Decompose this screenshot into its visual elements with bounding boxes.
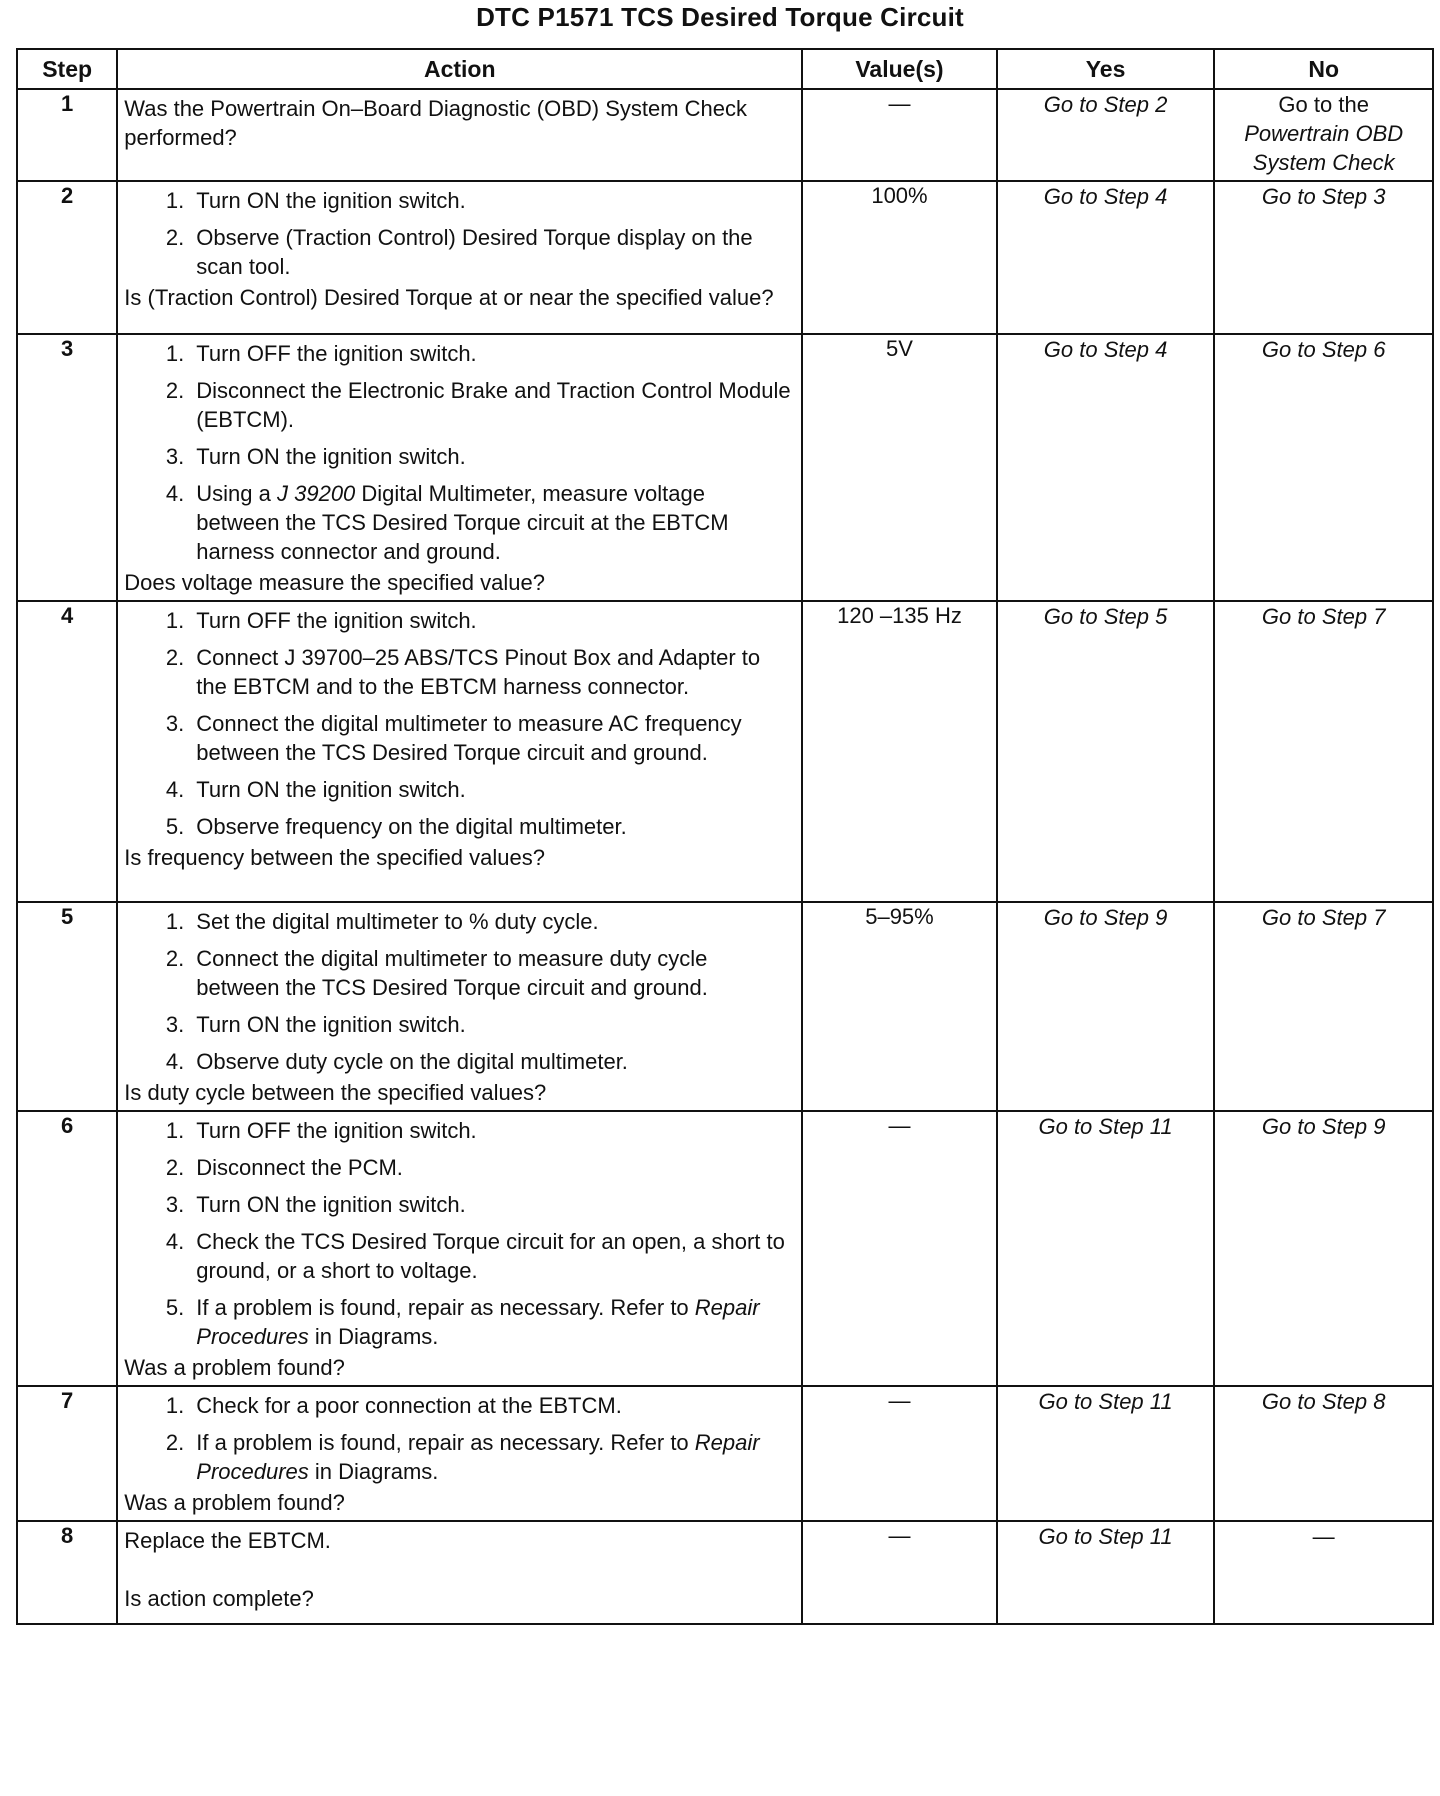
header-row [17,49,1433,89]
page-title: DTC P1571 TCS Desired Torque Circuit [476,2,964,32]
no-cell [1214,89,1433,181]
action-list [124,907,793,1076]
action-question: Is duty cycle between the specified values? [124,1080,547,1105]
list-item: 2. Connect the digital multimeter to measure duty cycle between the TCS Desired Torque circuit and ground. [165,946,708,1000]
step-number: 4 [17,601,117,902]
header-step: Step [17,49,117,89]
no-cell: Go to Step 3 [1214,181,1433,334]
no-link-text: Powertrain OBD System Check [1244,121,1404,175]
action-cell [117,902,802,1111]
yes-cell: Go to Step 11 [997,1521,1215,1624]
table-row-step-1 [17,89,1433,181]
list-item: 5. Observe frequency on the digital multimeter. [165,814,627,839]
header-action: Action [117,49,802,89]
list-item: 1. Set the digital multimeter to % duty cycle. [165,909,599,934]
header-yes: Yes [997,49,1215,89]
table-row-step-7 [17,1386,1433,1521]
list-item: 2. Observe (Traction Control) Desired Torque display on the scan tool. [165,225,753,279]
value-cell: 5V [802,334,997,601]
table-row-step-5 [17,902,1433,1111]
action-text: Was the Powertrain On–Board Diagnostic (OBD) System Check performed? [124,96,748,150]
value-cell: — [802,1386,997,1521]
action-question: Does voltage measure the specified value? [124,570,545,595]
step-number: 1 [17,89,117,181]
table-row-step-6 [17,1111,1433,1386]
value-cell: — [802,1521,997,1624]
list-item: 4. Using a J 39200 Digital Multimeter, measure voltage between the TCS Desired Torque circuit at the EBTCM harness connector and ground. [165,481,729,564]
action-question: Was a problem found? [124,1355,345,1380]
yes-cell: Go to Step 2 [997,89,1215,181]
list-item: 2. Disconnect the Electronic Brake and Traction Control Module (EBTCM). [165,378,791,432]
list-item: 5. If a problem is found, repair as necessary. Refer to Repair Procedures in Diagrams. [165,1295,760,1349]
yes-cell: Go to Step 9 [997,902,1215,1111]
step-number: 7 [17,1386,117,1521]
action-cell [117,334,802,601]
table-row-step-3 [17,334,1433,601]
yes-cell: Go to Step 4 [997,181,1215,334]
yes-cell: Go to Step 4 [997,334,1215,601]
header-no: No [1214,49,1433,89]
action-question: Is (Traction Control) Desired Torque at or near the specified value? [124,285,774,310]
action-list [124,1391,793,1486]
step-number: 5 [17,902,117,1111]
value-cell: 100% [802,181,997,334]
diagnostic-table [16,48,1434,1625]
list-item: 3. Turn ON the ignition switch. [165,444,466,469]
header-values: Value(s) [802,49,997,89]
table-row-step-2 [17,181,1433,334]
action-cell [117,1521,802,1624]
list-item: 1. Turn ON the ignition switch. [165,188,466,213]
list-item: 4. Turn ON the ignition switch. [165,777,466,802]
step-number: 2 [17,181,117,334]
no-cell: Go to Step 7 [1214,601,1433,902]
table-row-step-4 [17,601,1433,902]
action-question: Is frequency between the specified values? [124,845,545,870]
value-cell: 5–95% [802,902,997,1111]
list-item: 2. Disconnect the PCM. [165,1155,403,1180]
list-item: 3. Turn ON the ignition switch. [165,1192,466,1217]
list-item: 3. Connect the digital multimeter to measure AC frequency between the TCS Desired Torque circuit and ground. [165,711,742,765]
action-list [124,339,793,566]
action-list [124,186,793,281]
action-question: Is action complete? [124,1586,314,1611]
step-number: 8 [17,1521,117,1624]
value-cell: 120 –135 Hz [802,601,997,902]
yes-cell: Go to Step 11 [997,1386,1215,1521]
no-cell: — [1214,1521,1433,1624]
no-cell: Go to Step 9 [1214,1111,1433,1386]
list-item: 2. If a problem is found, repair as necessary. Refer to Repair Procedures in Diagrams. [165,1430,760,1484]
action-cell [117,181,802,334]
no-cell: Go to Step 7 [1214,902,1433,1111]
action-list [124,1116,793,1351]
action-cell [117,89,802,181]
step-number: 6 [17,1111,117,1386]
list-item: 4. Check the TCS Desired Torque circuit for an open, a short to ground, or a short to voltage. [165,1229,785,1283]
step-number: 3 [17,334,117,601]
action-cell [117,1111,802,1386]
no-prefix: Go to the [1278,92,1369,117]
table-row-step-8 [17,1521,1433,1624]
yes-cell: Go to Step 5 [997,601,1215,902]
value-cell: — [802,89,997,181]
yes-cell: Go to Step 11 [997,1111,1215,1386]
list-item: 1. Check for a poor connection at the EBTCM. [165,1393,622,1418]
action-question: Was a problem found? [124,1490,345,1515]
value-cell: — [802,1111,997,1386]
list-item: 4. Observe duty cycle on the digital multimeter. [165,1049,628,1074]
action-cell [117,601,802,902]
list-item: 3. Turn ON the ignition switch. [165,1012,466,1037]
no-cell: Go to Step 6 [1214,334,1433,601]
list-item: 2. Connect J 39700–25 ABS/TCS Pinout Box and Adapter to the EBTCM and to the EBTCM harness connector. [165,645,761,699]
list-item: 1. Turn OFF the ignition switch. [165,608,477,633]
no-cell: Go to Step 8 [1214,1386,1433,1521]
action-text: Replace the EBTCM. [124,1528,331,1553]
list-item: 1. Turn OFF the ignition switch. [165,341,477,366]
action-cell [117,1386,802,1521]
list-item: 1. Turn OFF the ignition switch. [165,1118,477,1143]
action-list [124,606,793,841]
